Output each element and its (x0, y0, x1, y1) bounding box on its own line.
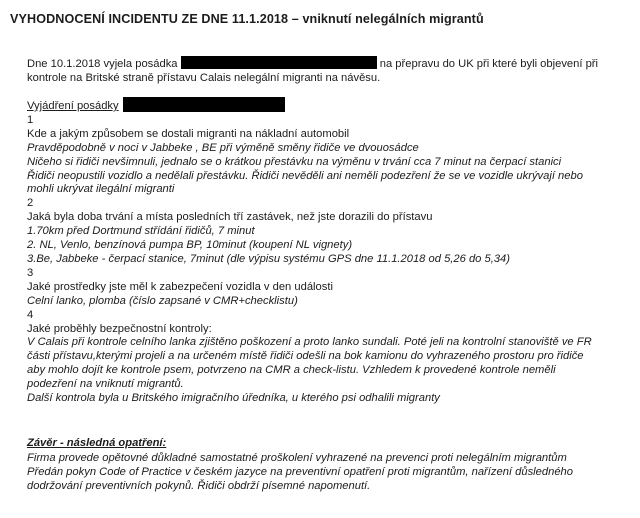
answer-line: Celní lanko, plomba (číslo zapsané v CMR+checklistu) (27, 294, 298, 307)
question-number: 4 (27, 308, 34, 321)
answer-line: Ničeho si řidiči nevšimnuli, jednalo se o krátkou přestávku na výměnu v trvání cca 7 minut na čerpací stanici (27, 155, 562, 168)
question-number: 2 (27, 197, 34, 210)
answer-line: 2. NL, Venlo, benzínová pumpa BP, 10minut (koupení NL vignety) (27, 239, 353, 252)
question-text: Jaká byla doba trvání a místa posledních tří zastávek, než jste dorazili do přístavu (27, 211, 433, 224)
conclusion-line: dodržování preventivních pokynů. Řidiči obdrží písemné napomenutí. (27, 480, 371, 492)
answer-line: mohli ukrývat ilegální migranti (27, 183, 175, 196)
question-text: Kde a jakým způsobem se dostali migranti na nákladní automobil (27, 127, 350, 140)
statement-label: Vyjádření posádky (27, 100, 119, 112)
conclusion-section (27, 436, 573, 493)
intro-text-before: Dne 10.1.2018 vyjela posádka (27, 58, 178, 70)
answer-line: 3.Be, Jabbeke - čerpací stanice, 7minut (dle výpisu systému GPS dne 11.1.2018 od 5,26 do 5,34) (27, 252, 511, 265)
question-text: Jaké prostředky jste měl k zabezpečení vozidla v den události (27, 280, 333, 293)
answer-line: podezření na vniknutí migrantů. (27, 378, 184, 391)
answer-line: aby mohlo dojít ke kontrole psem, potvrzeno na CMR a check-listu. Vzhledem k provedené kontrole neměli (27, 364, 556, 377)
answer-line: Pravděpodobně v noci v Jabbeke , BE při výměně směny řidiče ve dvouosádce (27, 141, 419, 154)
conclusion-line: Předán pokyn Code of Practice v českém jazyce na preventivní opatření proti migrantům, nařízení důsledného (27, 466, 573, 478)
answer-line: 1.70km před Dortmund střídání řidičů, 7 minut (27, 225, 255, 238)
answer-line: části přístavu,kterými projeli a na určeném místě řidiči odešli na bok kamionu do vyhrazeného prostoru pro řidiče (27, 350, 584, 363)
crew-statement (27, 97, 592, 406)
redaction-bar-statement (123, 97, 285, 112)
answer-line: Další kontrola byla u Britského imigračního úředníka, u kterého psi odhalili migranty (27, 392, 440, 405)
conclusion-line: Firma provede opětovné důkladné samostatné proškolení vyhrazené na prevenci proti nelegálním migrantům (27, 452, 567, 464)
intro-paragraph (27, 56, 598, 85)
answer-line: V Calais při kontrole celního lanka zjištěno poškození a proto lanko sundali. Poté jeli na kontrolní stanoviště ve FR (27, 336, 592, 349)
intro-text-after: na přepravu do UK při které byli objevení při (379, 58, 599, 70)
statement-heading (27, 97, 592, 114)
question-number: 3 (27, 266, 34, 279)
intro-line-2: kontrole na Britské straně přístavu Calais nelegální migranti na návěsu. (27, 72, 381, 84)
question-text: Jaké proběhly bezpečnostní kontroly: (27, 322, 212, 335)
conclusion-heading: Závěr - následná opatření: (27, 437, 167, 449)
redaction-bar-crew (181, 56, 377, 69)
document-title: VYHODNOCENÍ INCIDENTU ZE DNE 11.1.2018 – vniknutí nelegálních migrantů (10, 12, 484, 26)
question-number: 1 (27, 113, 34, 126)
answer-line: Řidiči neopustili vozidlo a nedělali přestávku. Řidiči nevěděli ani neměli podezření že se ve vozidle ukrývají nebo (27, 169, 583, 182)
